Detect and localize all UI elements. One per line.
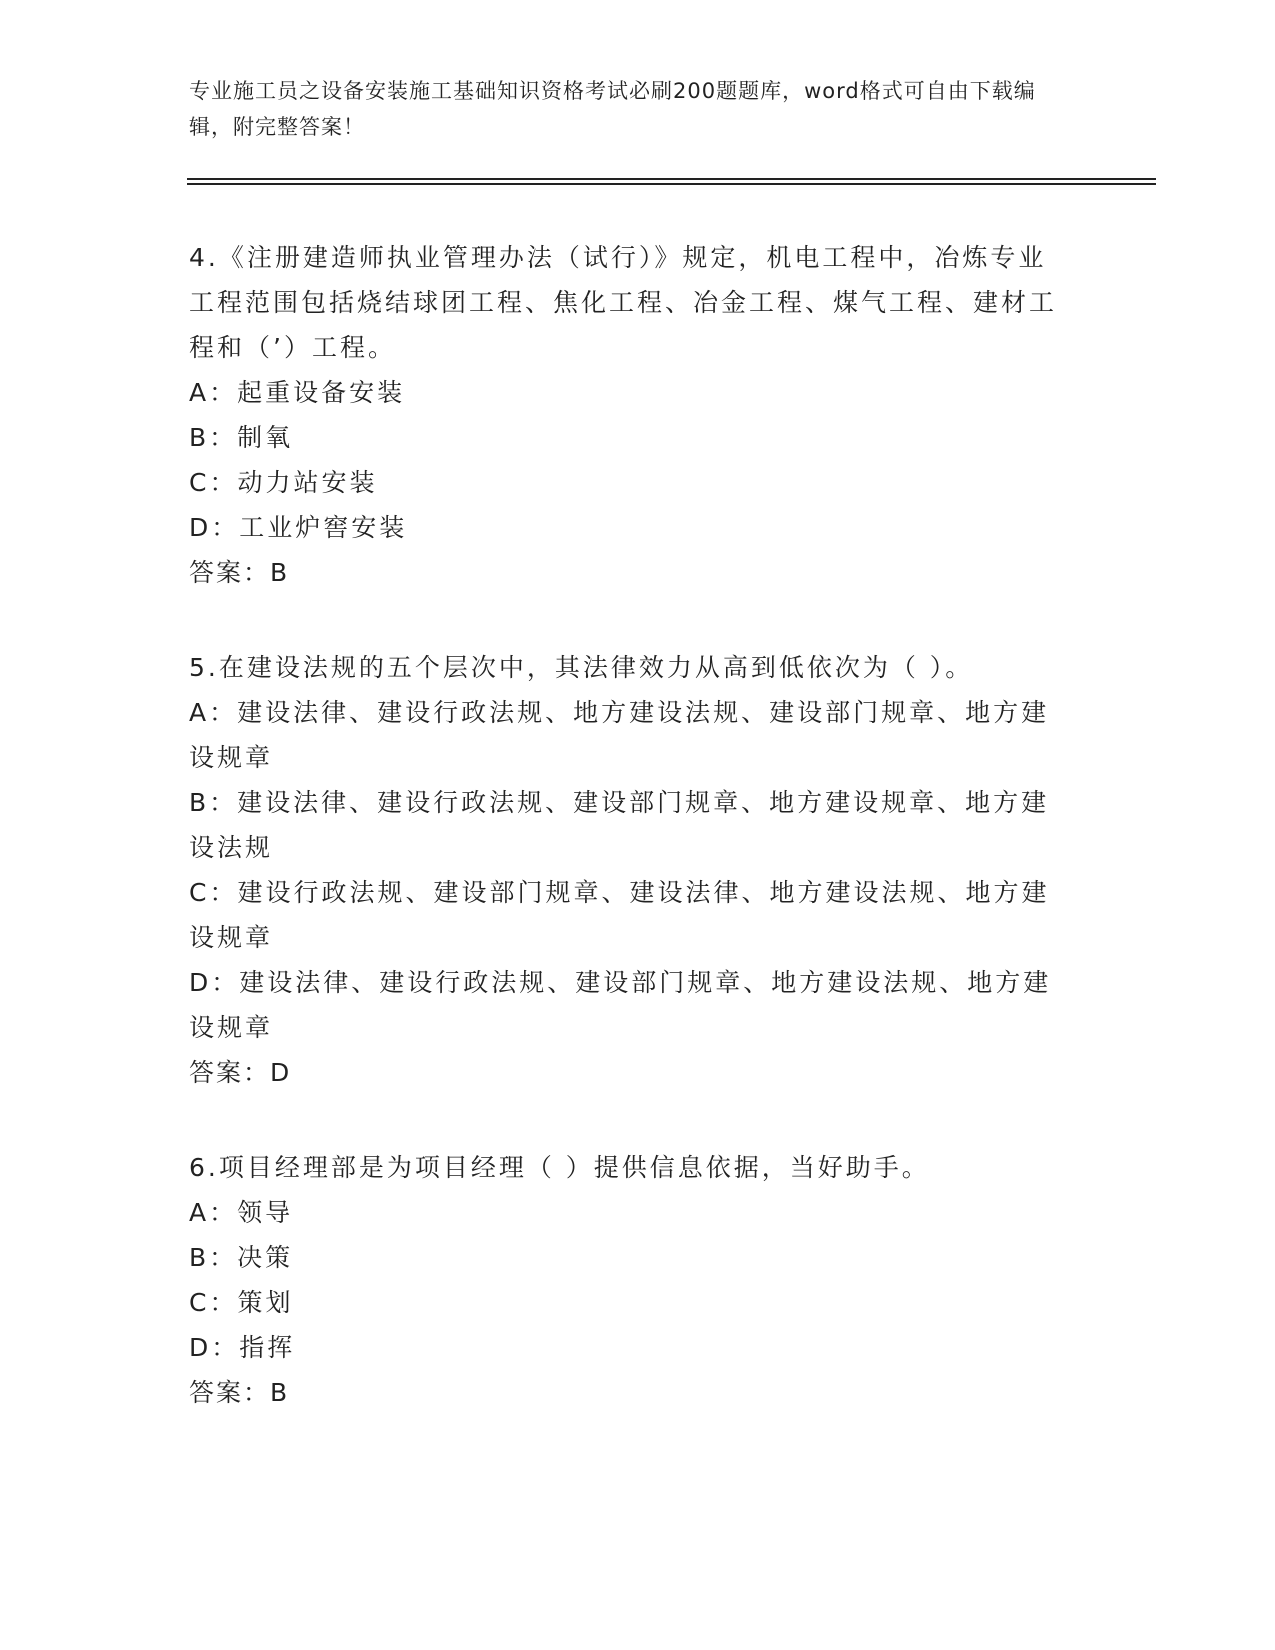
question-stem: 4.《注册建造师执业管理办法（试行）》规定，机电工程中，冶炼专业工程范围包括烧结球团工程、焦化工程、冶金工程、煤气工程、建材工程和（’）工程。	[189, 243, 1058, 362]
option-d: D：工业炉窖安装	[189, 513, 408, 542]
option-c: C：动力站安装	[189, 468, 378, 497]
option-b: B：决策	[189, 1243, 294, 1272]
question-stem: 5.在建设法规的五个层次中，其法律效力从高到低依次为（ ）。	[189, 653, 974, 682]
answer-value: B	[270, 1378, 290, 1407]
question-5	[189, 645, 1069, 1095]
option-b: B：建设法律、建设行政法规、建设部门规章、地方建设规章、地方建设法规	[189, 788, 1050, 862]
answer-label: 答案：	[189, 1058, 271, 1087]
option-b: B：制氧	[189, 423, 294, 452]
answer-line	[189, 550, 1069, 595]
question-stem: 6.项目经理部是为项目经理（ ）提供信息依据，当好助手。	[189, 1153, 930, 1182]
header-divider-top	[187, 178, 1156, 180]
answer-label: 答案：	[189, 1378, 271, 1407]
option-d: D：指挥	[189, 1333, 296, 1362]
option-c: C：建设行政法规、建设部门规章、建设法律、地方建设法规、地方建设规章	[189, 878, 1050, 952]
answer-line	[189, 1370, 1069, 1415]
header-divider-bottom	[187, 183, 1156, 185]
answer-value: B	[270, 558, 290, 587]
option-a: A：领导	[189, 1198, 294, 1227]
document-header: 专业施工员之设备安装施工基础知识资格考试必刷200题题库，word格式可自由下载编辑，附完整答案！	[189, 79, 1036, 139]
option-d: D：建设法律、建设行政法规、建设部门规章、地方建设法规、地方建设规章	[189, 968, 1052, 1042]
option-a: A：起重设备安装	[189, 378, 406, 407]
question-4	[189, 235, 1069, 595]
answer-line	[189, 1050, 1069, 1095]
answer-label: 答案：	[189, 558, 271, 587]
option-a: A：建设法律、建设行政法规、地方建设法规、建设部门规章、地方建设规章	[189, 698, 1050, 772]
question-6	[189, 1145, 1069, 1415]
option-c: C：策划	[189, 1288, 294, 1317]
answer-value: D	[270, 1058, 292, 1087]
